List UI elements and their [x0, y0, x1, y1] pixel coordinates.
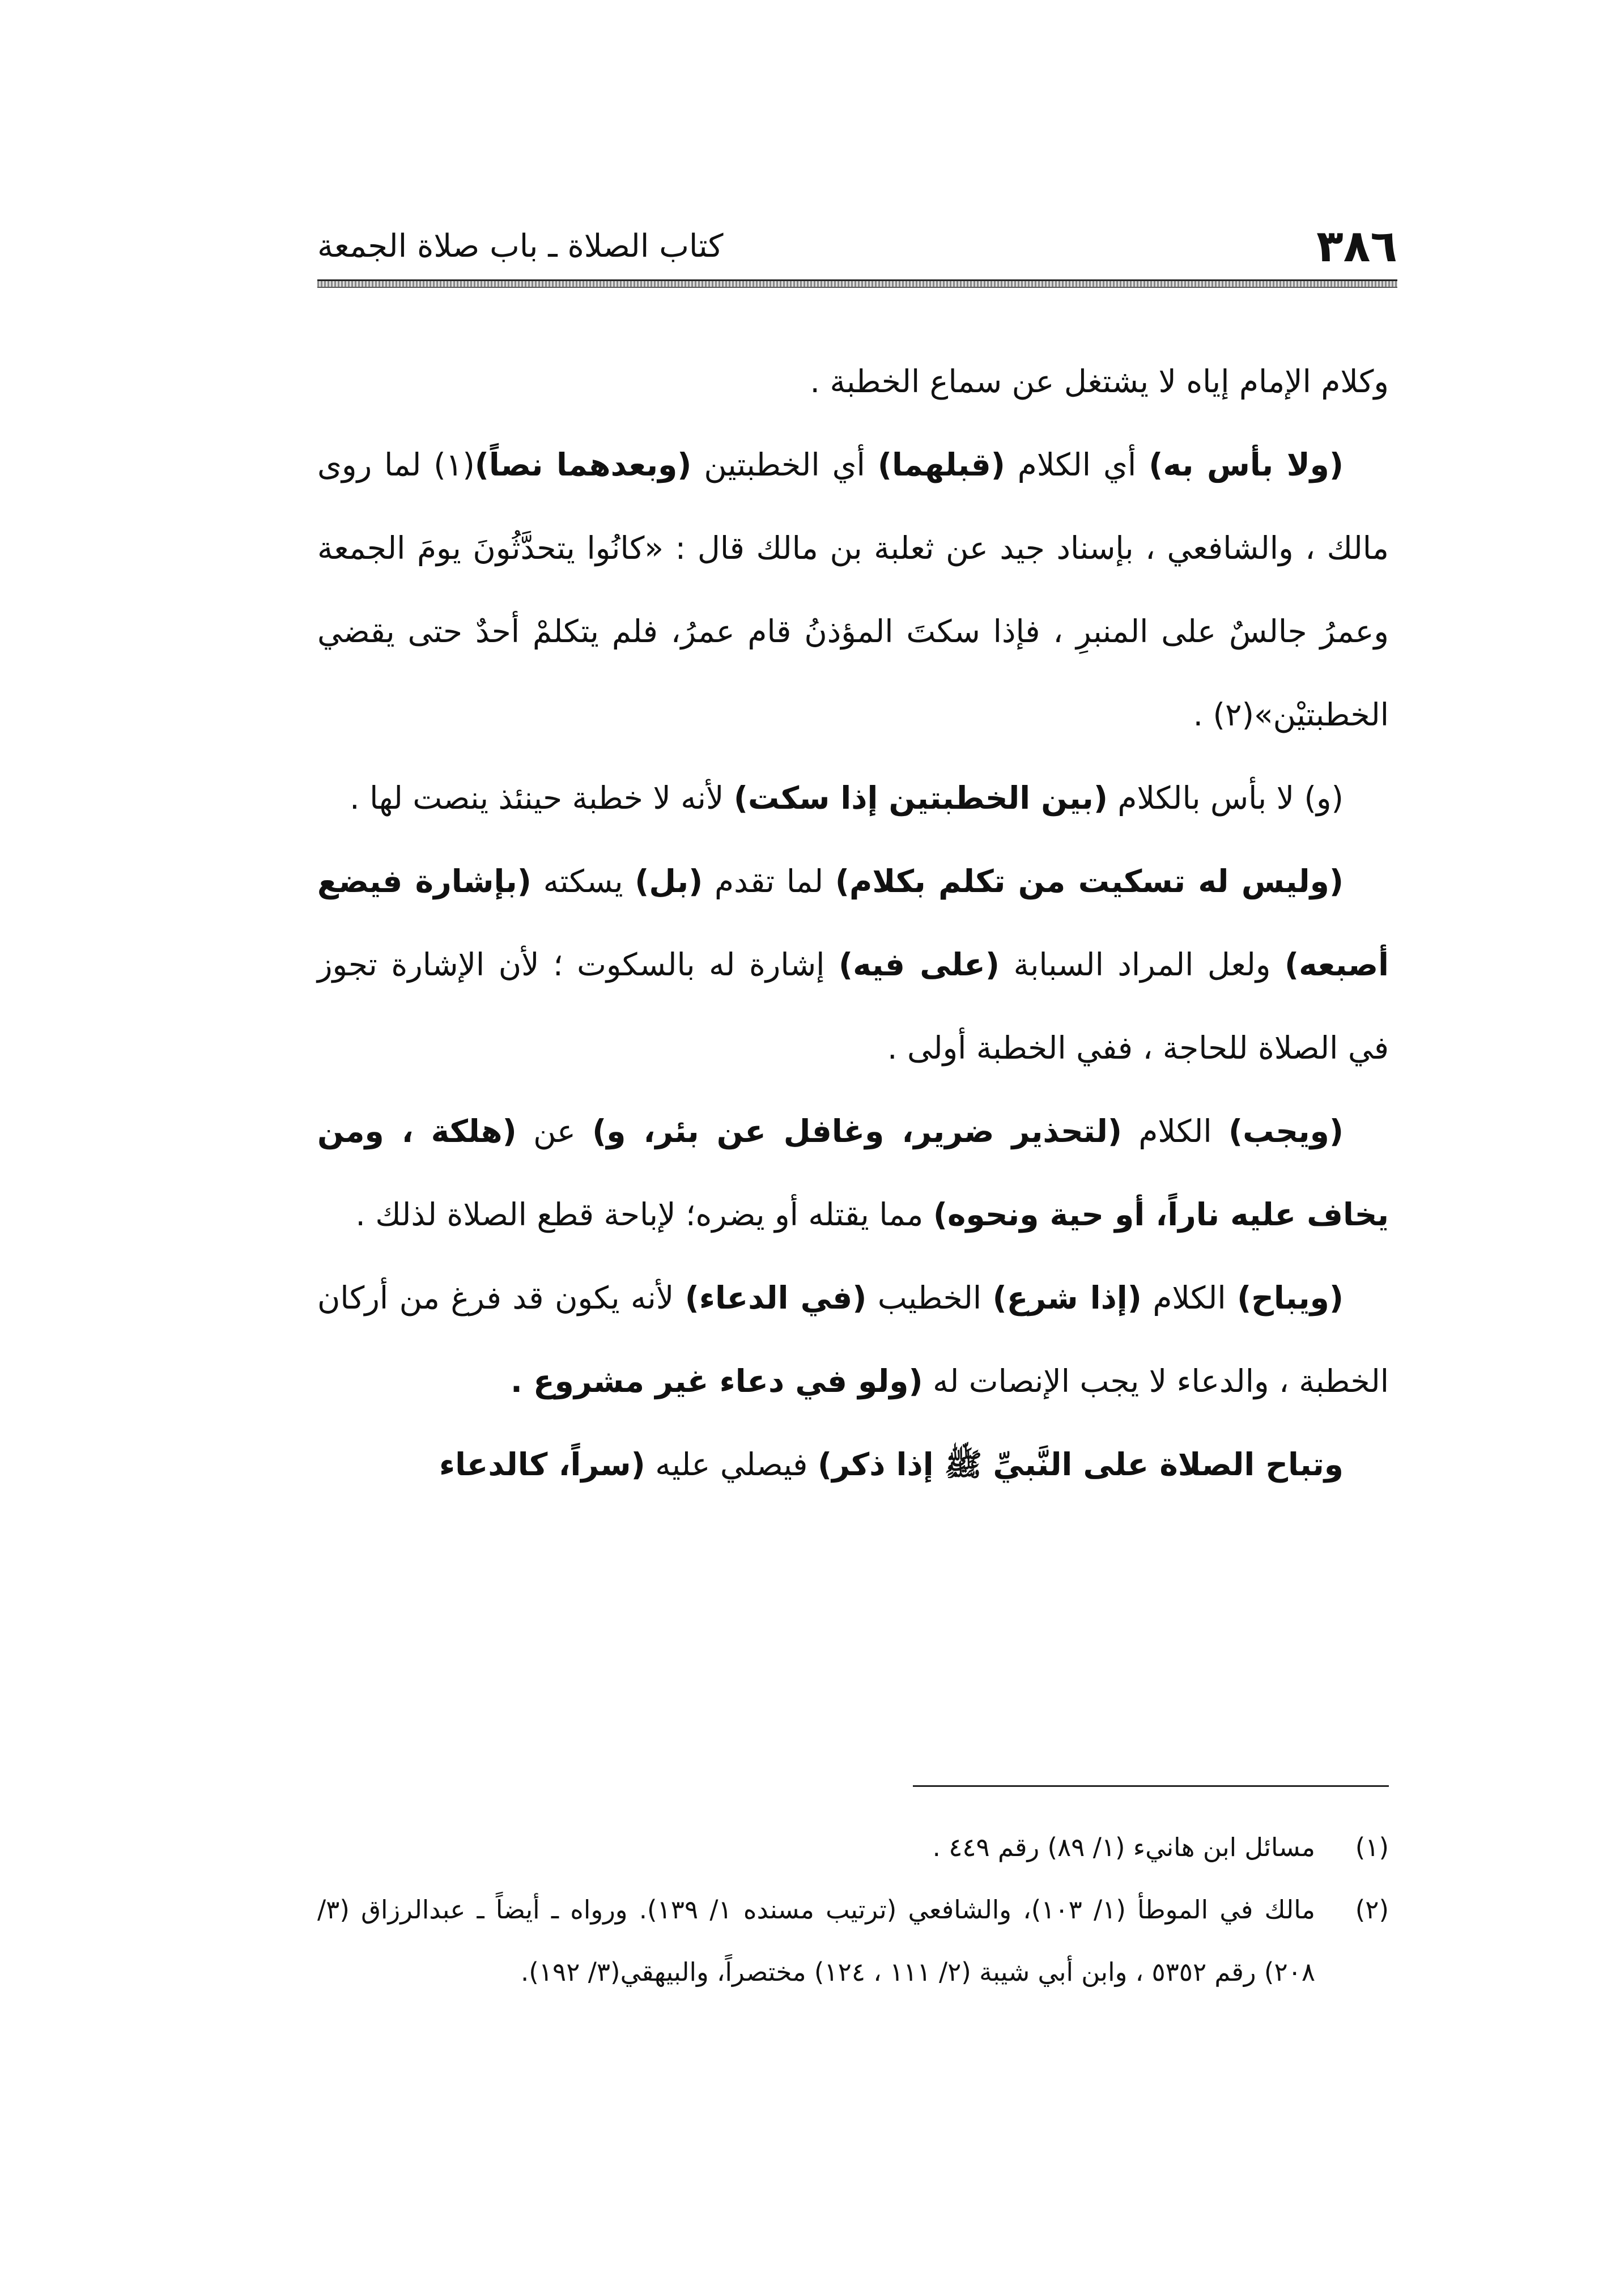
sharh-text: أي الخطبتين [691, 447, 878, 483]
matn-text: (قبلهما) [877, 447, 1005, 483]
sharh-text: لأنه يكون قد فرغ من أركان الخطبة ، والدعاء لا يجب الإنصات له [317, 1280, 1389, 1399]
page-number: ٣٨٦ [1316, 221, 1397, 272]
sharh-text: مما يقتله أو يضره؛ لإباحة قطع الصلاة لذلك . [355, 1196, 933, 1233]
body-text [317, 340, 1389, 1506]
matn-text: (وبعدهما نصاً) [474, 447, 692, 483]
matn-text: (بين الخطبتين إذا سكت) [733, 780, 1108, 816]
sharh-text: (و) لا بأس بالكلام [1107, 780, 1344, 816]
matn-text: (سراً، كالدعاء [439, 1446, 645, 1483]
sharh-text: فيصلي عليه [645, 1446, 818, 1483]
running-title: كتاب الصلاة ـ باب صلاة الجمعة [317, 228, 724, 265]
sharh-text: إشارة له بالسكوت ؛ لأن الإشارة تجوز في الصلاة للحاجة ، ففي الخطبة أولى . [317, 946, 1389, 1066]
sharh-text: عن [516, 1113, 593, 1149]
sharh-text: الخطيب [866, 1280, 993, 1316]
paragraph-1-text: وكلام الإمام إياه لا يشتغل عن سماع الخطبة . [810, 363, 1389, 400]
matn-text: (إذا شرع) [992, 1280, 1142, 1316]
matn-text: (ولو في دعاء غير مشروع . [511, 1363, 923, 1399]
sharh-text: ولعل المراد السبابة [1000, 946, 1285, 983]
page-header [317, 218, 1397, 281]
matn-text: (لتحذير ضرير، وغافل عن بئر، و) [592, 1113, 1122, 1149]
matn-text: (وليس له تسكيت من تكلم بكلام) [835, 863, 1344, 899]
sharh-text: الكلام [1141, 1280, 1238, 1316]
matn-text: (بإشارة فيضع أصبعه) [317, 863, 1389, 983]
matn-text: (ولا بأس به) [1149, 447, 1344, 483]
matn-text: (ويجب) [1228, 1113, 1344, 1149]
footnotes [317, 1816, 1389, 2003]
matn-text: (في الدعاء) [685, 1280, 867, 1316]
paragraph-1 [317, 340, 1389, 423]
paragraph-7 [317, 1423, 1389, 1506]
matn-text: (هلكة ، ومن يخاف عليه ناراً، أو حية ونحوه) [317, 1113, 1389, 1233]
footnote-text: مسائل ابن هانيء (١/ ٨٩) رقم ٤٤٩ . [932, 1832, 1315, 1862]
sharh-text: الكلام [1122, 1113, 1228, 1149]
paragraph-5 [317, 1090, 1389, 1256]
sharh-text: (١) لما روى مالك ، والشافعي ، بإسناد جيد عن ثعلبة بن مالك قال : «كانُوا يتحدَّثُونَ يومَ الجمعة وعمرُ جالسٌ على المنبرِ ، فإذا سكتَ المؤذنُ قام عمرُ، فلم يتكلمْ أحدٌ حتى يقضي الخطبتيْن»(٢) . [317, 447, 1389, 733]
paragraph-6 [317, 1256, 1389, 1423]
matn-text: (على فيه) [839, 946, 1000, 983]
footnote-number: (١) [1355, 1832, 1389, 1862]
sharh-text: أي الكلام [1005, 447, 1149, 483]
footnote-separator [913, 1785, 1389, 1787]
paragraph-4 [317, 840, 1389, 1090]
sharh-text: يسكته [531, 863, 635, 899]
footnote-2 [317, 1879, 1389, 2003]
footnote-1 [317, 1816, 1389, 1879]
matn-text: (ويباح) [1237, 1280, 1344, 1316]
paragraph-2 [317, 423, 1389, 757]
footnote-number: (٢) [1355, 1895, 1389, 1925]
header-rule [317, 279, 1397, 288]
sharh-text: لأنه لا خطبة حينئذ ينصت لها . [350, 780, 734, 816]
matn-text: (بل) [635, 863, 703, 899]
matn-text: وتباح الصلاة على النَّبيِّ ﷺ إذا ذكر) [817, 1446, 1344, 1483]
footnote-text: مالك في الموطأ (١/ ١٠٣)، والشافعي (ترتيب مسنده ١/ ١٣٩). ورواه ـ أيضاً ـ عبدالرزاق (٣/ ٢٠٨) رقم ٥٣٥٢ ، وابن أبي شيبة (٢/ ١١١ ، ١٢٤) مختصراً، والبيهقي(٣/ ١٩٢). [317, 1895, 1316, 1987]
paragraph-3 [317, 757, 1389, 840]
sharh-text: لما تقدم [703, 863, 835, 899]
